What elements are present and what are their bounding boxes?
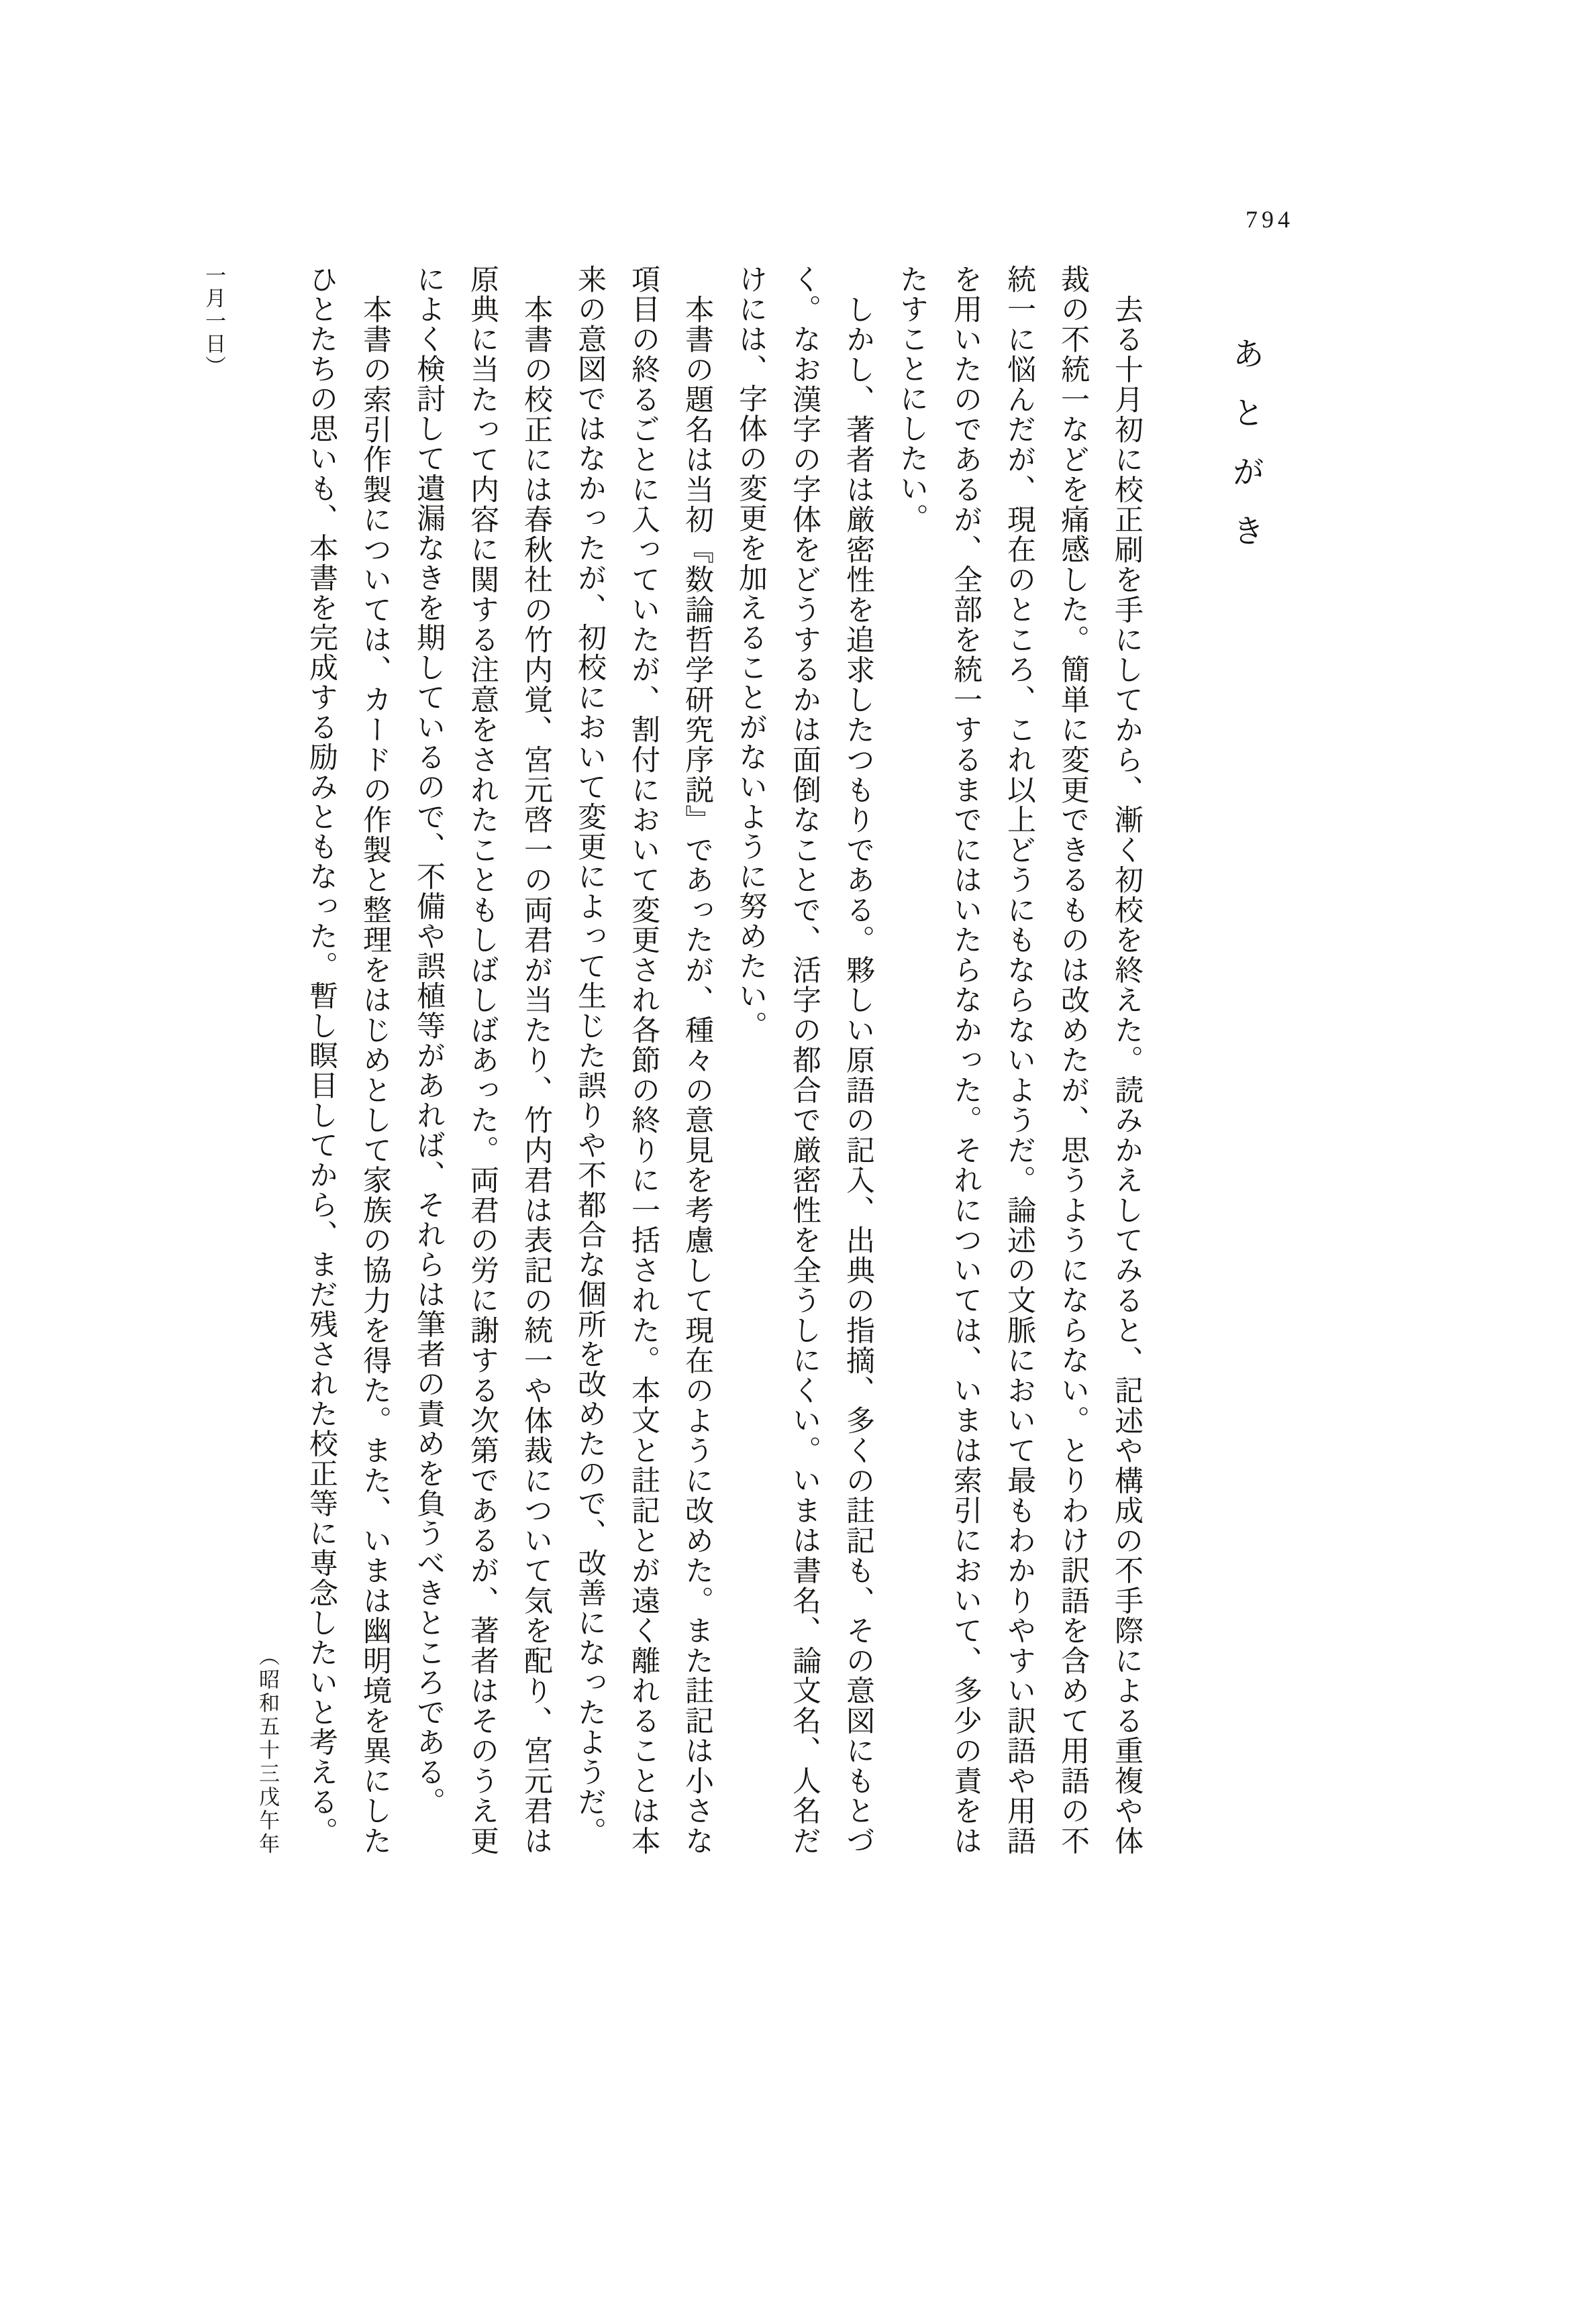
page-number: 794 bbox=[1246, 206, 1294, 233]
afterword-body bbox=[187, 264, 1153, 1856]
paragraph-title-change-and-notes: 本書の題名は当初『数論哲学研究序説』であったが、種々の意見を考慮して現在のように改めた。また註記は小さな項目の終るごとに入っていたが、割付において変更され各節の終りに一括された。本文と註記とが遠く離れることは本来の意図ではなかったが、初校において変更によって生じた誤りや不都合な個所を改めたので、改善になったようだ。 bbox=[574, 264, 713, 1856]
colophon-date: （昭和五十三戊午年一月一日） bbox=[202, 264, 279, 1856]
afterword-title: あとがき bbox=[1227, 337, 1263, 573]
paragraph-index-and-family-thanks: 本書の索引作製については、カードの作製と整理をはじめとして家族の協力を得た。また、いまは幽明境を異にしたひとたちの思いも、本書を完成する励みともなった。暫し瞑目してから、まだ残された校正等に専念したいと考える。 bbox=[305, 264, 391, 1856]
paragraph-rigor-and-kanji-forms: しかし、著者は厳密性を追求したつもりである。夥しい原語の記入、出典の指摘、多くの註記も、その意図にもとづく。なお漢字の字体をどうするかは面倒なことで、活字の都合で厳密性を全うしにくい。いまは書名、論文名、人名だけには、字体の変更を加えることがないように努めたい。 bbox=[735, 264, 874, 1856]
paragraph-proofs-and-terminology: 去る十月初に校正刷を手にしてから、漸く初校を終えた。読みかえしてみると、記述や構成の不手際による重複や体裁の不統一などを痛感した。簡単に変更できるものは改めたが、思うようにならない。とりわけ訳語を含めて用語の不統一に悩んだが、現在のところ、これ以上どうにもならないようだ。論述の文脈において最もわかりやすい訳語や用語を用いたのであるが、全部を統一するまでにはいたらなかった。それについては、いまは索引において、多少の責をはたすことにしたい。 bbox=[896, 264, 1142, 1856]
paragraph-proofreaders-acknowledgment: 本書の校正には春秋社の竹内覚、宮元啓一の両君が当たり、竹内君は表記の統一や体裁について気を配り、宮元君は原典に当たって内容に関する注意をされたこともしばしばあった。両君の労に謝する次第であるが、著者はそのうえ更によく検討して遺漏なきを期しているので、不備や誤植等があれば、それらは筆者の責めを負うべきところである。 bbox=[413, 264, 552, 1856]
